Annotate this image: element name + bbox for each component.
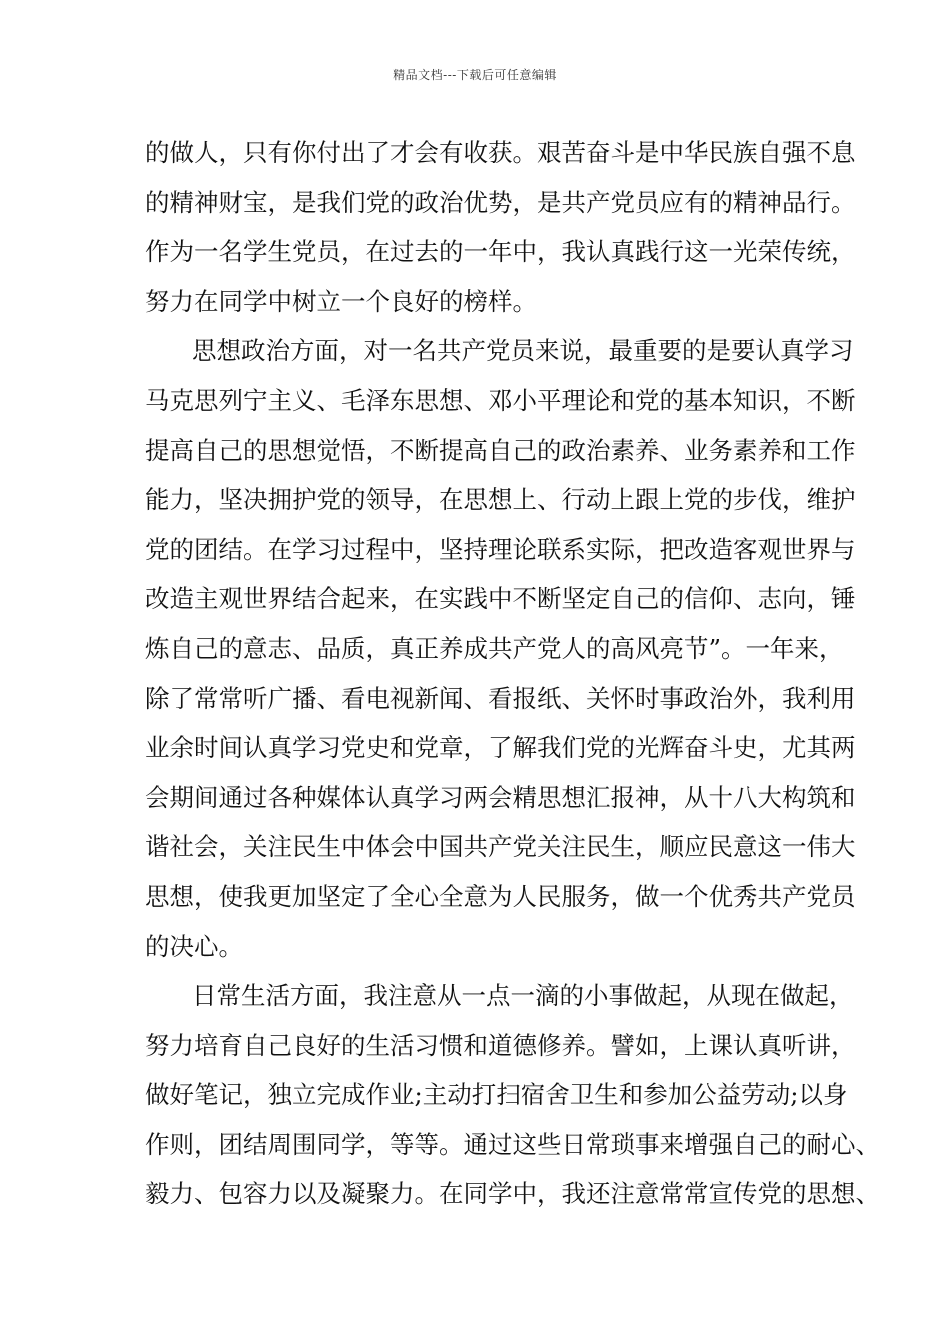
text-line: 作则，团结周围同学，等等。通过这些日常琐事来增强自己的耐心、 — [145, 1129, 880, 1159]
text-line: 除了常常听广播、看电视新闻、看报纸、关怀时事政治外，我利用 — [145, 683, 856, 713]
text-line: 能力，坚决拥护党的领导，在思想上、行动上跟上党的步伐，维护 — [145, 485, 856, 515]
paragraph — [145, 971, 880, 1219]
text-line: 努力培育自己良好的生活习惯和道德修养。譬如，上课认真听讲， — [145, 1030, 856, 1060]
text-line: 马克思列宁主义、毛泽东思想、邓小平理论和党的基本知识，不断 — [145, 385, 856, 415]
text-line: 的决心。 — [145, 931, 243, 961]
text-line: 提高自己的思想觉悟，不断提高自己的政治素养、业务素养和工作 — [145, 435, 856, 465]
text-line: 努力在同学中树立一个良好的榜样。 — [145, 286, 537, 316]
text-line: 党的团结。在学习过程中，坚持理论联系实际，把改造客观世界与 — [145, 534, 856, 564]
document-body — [145, 128, 880, 1219]
text-line: 的做人，只有你付出了才会有收获。艰苦奋斗是中华民族自强不息 — [145, 138, 856, 167]
text-line: 业余时间认真学习党史和党章，了解我们党的光辉奋斗史，尤其两 — [145, 733, 856, 763]
text-line: 毅力、包容力以及凝聚力。在同学中，我还注意常常宣传党的思想、 — [145, 1179, 880, 1209]
text-line: 思想，使我更加坚定了全心全意为人民服务，做一个优秀共产党员 — [145, 881, 856, 911]
text-line: 谐社会，关注民生中体会中国共产党关注民生，顺应民意这一伟大 — [145, 832, 856, 862]
text-line: 炼自己的意志、品质，真正养成共产党人的高风亮节”。一年来， — [145, 633, 844, 663]
page-header: 精品文档---下载后可任意编辑 — [393, 68, 557, 82]
text-line: 的精神财宝，是我们党的政治优势，是共产党员应有的精神品行。 — [145, 187, 856, 217]
text-line: 日常生活方面，我注意从一点一滴的小事做起，从现在做起， — [192, 981, 854, 1011]
text-line: 作为一名学生党员，在过去的一年中，我认真践行这一光荣传统， — [145, 237, 856, 267]
paragraph — [145, 128, 856, 326]
text-line: 改造主观世界结合起来，在实践中不断坚定自己的信仰、志向，锤 — [145, 584, 856, 614]
text-line: 做好笔记，独立完成作业;主动打扫宿舍卫生和参加公益劳动;以身 — [145, 1080, 848, 1110]
text-line: 会期间通过各种媒体认真学习两会精思想汇报神，从十八大构筑和 — [145, 782, 856, 812]
paragraph — [145, 326, 856, 971]
text-line: 思想政治方面，对一名共产党员来说，最重要的是要认真学习 — [192, 336, 854, 366]
